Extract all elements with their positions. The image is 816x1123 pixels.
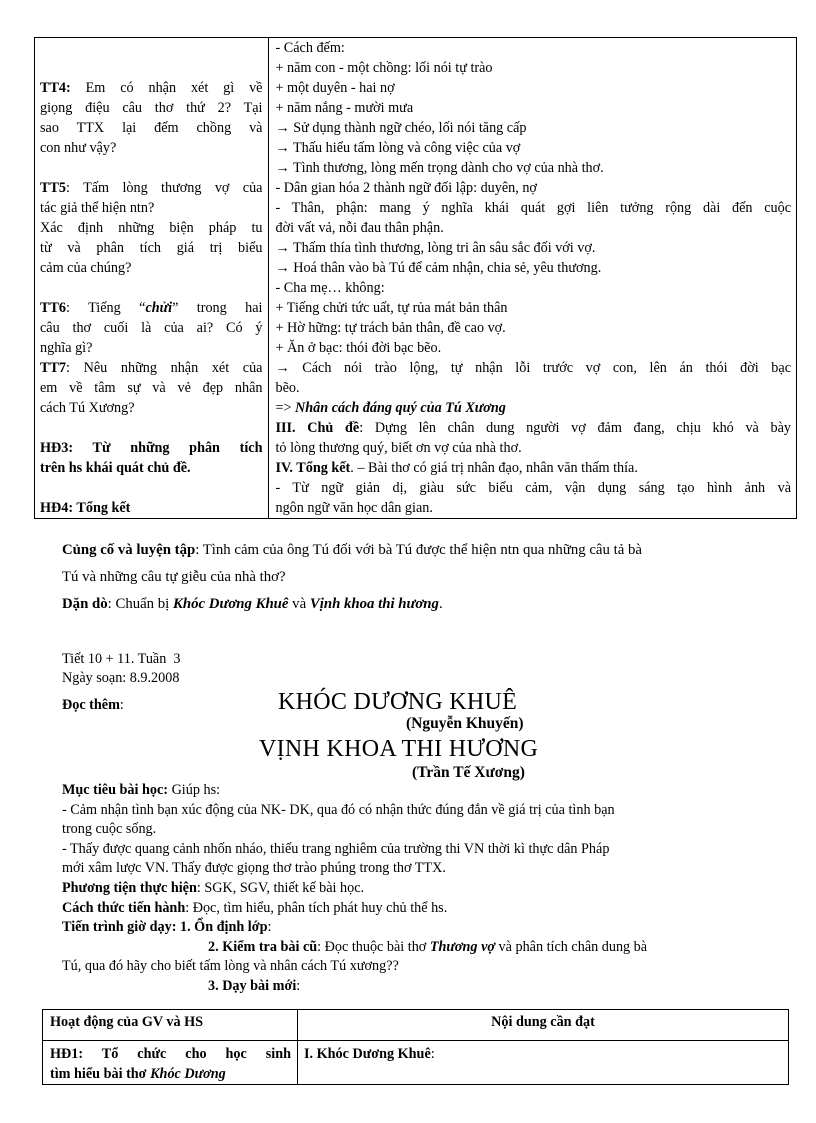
step-2-cont: Tú, qua đó hãy cho biết tấm lòng và nhân cách Tú xương?? [62, 958, 399, 975]
activity-line [40, 498, 262, 518]
homework-label: Dặn dò [62, 596, 108, 612]
activity-line [40, 358, 262, 378]
content-line: → Cách nói trào lộng, tự nhận lỗi trước vợ con, lên án thói đời bạc [275, 360, 791, 376]
poem-author-2: (Trần Tế Xương) [412, 764, 525, 781]
activities-column [35, 38, 269, 519]
poem-author-1: (Nguyễn Khuyến) [406, 715, 524, 732]
homework-poem-1: Khóc Dương Khuê [173, 596, 289, 612]
row-activity-line-1: HĐ1: Tổ chức cho học sinh [50, 1046, 291, 1062]
content-text: : Dựng lên chân dung người vợ đảm đang, chịu khó và bày [359, 420, 792, 436]
activity-line: từ và phân tích giá trị biểu [40, 240, 263, 256]
content-column [269, 38, 797, 519]
row-content-colon: : [430, 1046, 435, 1062]
activity-text: chửi [145, 300, 173, 316]
lesson-table-new [42, 1009, 789, 1085]
activity-text: : Nêu những nhận xét của [66, 360, 263, 376]
activity-line: cách Tú Xương? [40, 400, 135, 416]
activity-line: con như vậy? [40, 140, 117, 156]
activity-text: TT6 [40, 300, 67, 316]
content-text: IV. Tổng kết [275, 460, 351, 476]
consolidation-label: Củng cố và luyện tập [62, 542, 196, 558]
way-text: : Đọc, tìm hiểu, phân tích phát huy chủ thể hs. [185, 899, 448, 916]
homework-end: . [438, 596, 443, 612]
goal-2-cont: mới xâm lược VN. Thấy được giọng thơ trào phúng trong thơ TTX. [62, 860, 446, 877]
activity-line [40, 278, 262, 298]
content-line [275, 458, 791, 478]
homework-poem-2: Vịnh khoa thi hương [309, 596, 439, 612]
row-activity-poem: Khóc Dương [150, 1066, 226, 1082]
activity-line: Xác định những biện pháp tu [40, 220, 263, 236]
step-3-end: : [296, 977, 301, 994]
content-line: → Thấm thía tình thương, lòng tri ân sâu sắc đối với vợ. [275, 240, 596, 256]
row-content-heading: I. Khóc Dương Khuê [304, 1046, 431, 1062]
activity-line: giọng điệu câu thơ thứ 2? Tại [40, 100, 263, 116]
activity-line [40, 298, 262, 318]
activity-text: TT7 [40, 360, 67, 376]
extra-reading-label [62, 695, 124, 715]
content-text: => [275, 400, 296, 416]
activity-line [40, 458, 262, 478]
row-activity-cell [43, 1041, 298, 1085]
activity-line [40, 78, 262, 98]
date-line: Ngày soạn: 8.9.2008 [62, 670, 180, 686]
activity-line [40, 178, 262, 198]
means-text: : SGK, SGV, thiết kế bài học. [196, 879, 365, 896]
goal-2: - Thấy được quang cảnh nhốn nháo, thiếu trang nghiêm của trường thi VN thời kì thực dân Pháp [62, 840, 610, 857]
content-line: - Cha mẹ… không: [275, 280, 385, 296]
content-line: + Tiếng chửi tức uất, tự rủa mát bản thân [275, 300, 508, 316]
activity-line: nghĩa gì? [40, 340, 93, 356]
activity-line [40, 58, 262, 78]
content-text: Nhân cách đáng quý của Tú Xương [295, 400, 506, 416]
content-line: tỏ lòng thương quý, biết ơn vợ của nhà thơ. [275, 440, 522, 456]
content-line: - Thân, phận: mang ý nghĩa khái quát gợi liên tưởng rộng dài đến cuộc [275, 200, 791, 216]
content-line: ngôn ngữ văn học dân gian. [275, 500, 433, 516]
activity-text: ” trong hai [172, 300, 263, 316]
activity-line: em về tâm sự và vẻ đẹp nhân [40, 380, 263, 396]
activity-text: HĐ4: Tổng kết [40, 500, 131, 516]
lesson-plan-body [62, 781, 792, 997]
content-line: + năm nắng - mười mưa [275, 100, 414, 116]
content-line: đời vất vả, nỗi đau thân phận. [275, 220, 444, 236]
step-1-label: 1. Ổn định lớp [179, 919, 268, 936]
header-content-text: Nội dung cần đạt [491, 1014, 595, 1030]
step-2-rest: và phân tích chân dung bà [495, 938, 648, 955]
poem-title-1: KHÓC DƯƠNG KHUÊ [278, 689, 518, 715]
step-3-label: 3. Dạy bài mới [208, 977, 297, 994]
content-line: + Ăn ở bạc: thói đời bạc bẽo. [275, 340, 442, 356]
activity-text: Em có nhận xét gì về [70, 80, 263, 96]
lesson-table-continued [34, 37, 797, 519]
activity-text: trên hs khái quát chủ đề. [40, 460, 191, 476]
activity-line [40, 478, 262, 498]
consolidation-text-cont: Tú và những câu tự giễu của nhà thơ? [62, 569, 286, 585]
content-line: - Từ ngữ giản dị, giàu sức biểu cảm, vận dụng sáng tạo hình ảnh và [275, 480, 791, 496]
means-label: Phương tiện thực hiện [62, 879, 197, 896]
activity-line [40, 438, 262, 458]
step-2-label: 2. Kiểm tra bài cũ [208, 938, 318, 955]
header-activities [43, 1010, 298, 1041]
content-text: III. Chủ đề [275, 420, 360, 436]
activity-text: TT5 [40, 180, 67, 196]
header-activities-text: Hoạt động của GV và HS [50, 1014, 204, 1030]
content-line: → Sử dụng thành ngữ chéo, lối nói tăng cấp [275, 120, 527, 136]
process-label: Tiến trình giờ dạy: [62, 919, 177, 936]
content-line: bẽo. [275, 380, 300, 396]
content-line: → Thấu hiểu tấm lòng và công việc của vợ [275, 140, 521, 156]
content-line: → Hoá thân vào bà Tú để cảm nhận, chia sẻ, yêu thương. [275, 260, 602, 276]
content-line: - Cách đếm: [275, 40, 345, 56]
homework-and: và [288, 596, 310, 612]
content-line: + năm con - một chồng: lối nói tự trào [275, 60, 493, 76]
consolidation-text: : Tình cảm của ông Tú đối với bà Tú được thể hiện ntn qua những câu tả bà [195, 542, 642, 558]
content-line: + một duyên - hai nợ [275, 80, 395, 96]
activity-line: tác giả thể hiện ntn? [40, 200, 155, 216]
step-1-end: : [267, 919, 272, 936]
content-line: → Tình thương, lòng mến trọng dành cho vợ của nhà thơ. [275, 160, 604, 176]
extra-reading-colon: : [119, 697, 124, 713]
goals-intro: Giúp hs: [168, 782, 221, 798]
activity-text: HĐ3: Từ những phân tích [40, 440, 263, 456]
step-2-poem: Thương vợ [429, 938, 495, 955]
activity-line [40, 38, 262, 58]
step-2-text: : Đọc thuộc bài thơ [317, 938, 430, 955]
goal-1: - Cảm nhận tình bạn xúc động của NK- DK, qua đó có nhận thức đúng đắn về giá trị của tình bạn [62, 801, 615, 818]
period-line: Tiết 10 + 11. Tuần 3 [62, 651, 181, 667]
consolidation-paragraph [62, 537, 782, 618]
activity-line: câu thơ cuối là của ai? Có ý [40, 320, 263, 336]
activity-line [40, 418, 262, 438]
header-content [298, 1010, 789, 1041]
activity-text: : Tấm lòng thương vợ của [66, 180, 263, 196]
activity-line [40, 158, 262, 178]
activity-text: : Tiếng “ [66, 300, 146, 316]
row-activity-line-2: tìm hiểu bài thơ [50, 1066, 151, 1082]
activity-line: cảm của chúng? [40, 260, 132, 276]
activity-line: sao TTX lại đếm chồng và [40, 120, 263, 136]
homework-text: : Chuẩn bị [107, 596, 173, 612]
content-line: + Hờ hững: tự trách bản thân, đề cao vợ. [275, 320, 506, 336]
content-line: - Dân gian hóa 2 thành ngữ đối lập: duyên, nợ [275, 180, 537, 196]
content-line [275, 418, 791, 438]
content-line [275, 398, 791, 418]
goal-1-cont: trong cuộc sống. [62, 821, 157, 838]
row-content-cell [298, 1041, 789, 1085]
poem-title-2: VỊNH KHOA THI HƯƠNG [259, 736, 539, 762]
extra-reading-text: Đọc thêm [62, 697, 120, 713]
content-text: . – Bài thơ có giá trị nhân đạo, nhân văn thấm thía. [350, 460, 638, 476]
way-label: Cách thức tiến hành [62, 899, 186, 916]
goals-label: Mục tiêu bài học: [62, 782, 169, 798]
activity-text: TT4: [40, 80, 71, 96]
